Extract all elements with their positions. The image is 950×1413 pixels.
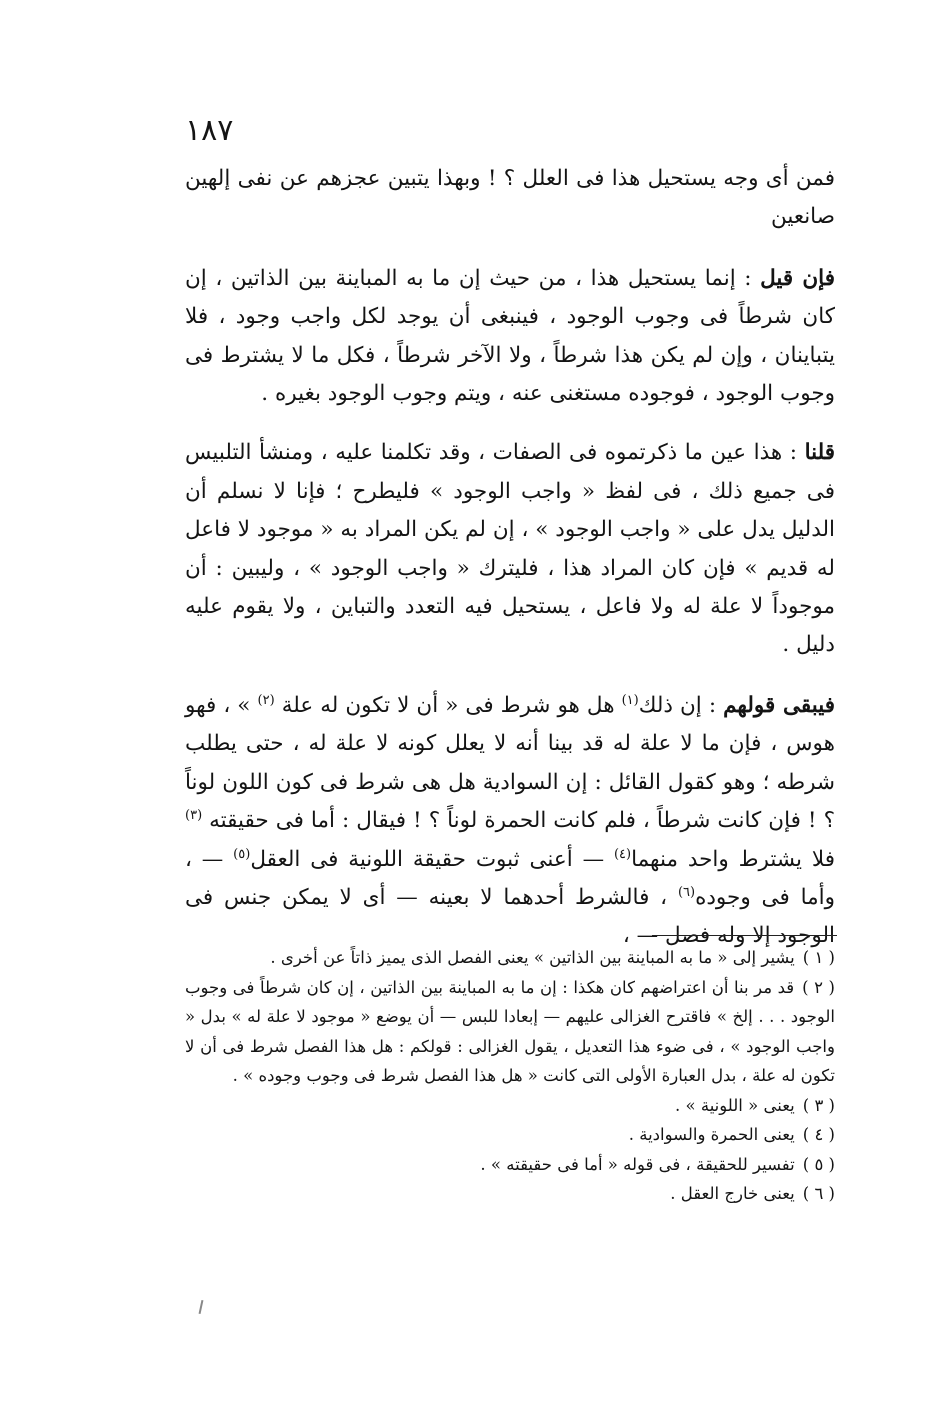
paragraph-text: — ، وأما فى وجوده	[185, 846, 835, 910]
footnote-ref: (٢)	[257, 692, 275, 708]
paragraph	[185, 260, 835, 414]
footnote	[185, 943, 835, 973]
footnotes	[185, 943, 835, 1209]
paragraph-text: هل هو شرط فى « أن لا تكون له علة	[274, 692, 622, 718]
footnote-ref: (٦)	[677, 884, 696, 900]
paragraph-text: فلا يشترط واحد منهما	[631, 846, 835, 872]
footnote-divider	[652, 935, 837, 936]
paragraph-text: : هذا عين ما ذكرتموه فى الصفات ، وقد تكلمنا عليه ، ومنشأ التلبيس فى جميع ذلك ، فى لفظ « واجب الوجود » فليطرح ؛ فإنا لا نسلم أن الدليل يدل على « واجب الوجود » ، إن لم يكن المراد به « موجود لا فاعل له قديم » فإن كان المراد هذا ، فليترك « واجب الوجود » ، وليبين : أن موجوداً لا علة له ولا فاعل ، يستحيل فيه التعدد والتباين ، ولا يقوم عليه دليل .	[185, 440, 835, 658]
footnote-ref: (٣)	[185, 807, 203, 823]
paragraph-text: ، فالشرط أحدهما لا بعينه — أى لا يمكن جنس فى الوجود إلا وله فصل — ،	[185, 884, 835, 949]
footnote-ref: (١)	[621, 692, 639, 708]
paragraph-lead: فإن قيل	[760, 265, 835, 291]
footnote-number: ( ٦ )	[802, 1184, 835, 1203]
paragraph	[185, 434, 835, 664]
footnote-number: ( ٤ )	[802, 1125, 835, 1144]
paragraph-lead: قلنا	[804, 440, 835, 466]
footnote-text: يعنى خارج العقل .	[670, 1184, 795, 1203]
footnote-ref: (٤)	[613, 846, 632, 862]
footnote-number: ( ١ )	[802, 948, 835, 967]
footnote-text: قد مر بنا أن اعتراضهم كان هكذا : إن ما به المباينة بين الذاتين ، إن كان شرطاً فى وجوب الوجود . . . إلخ » فاقترح الغزالى عليهم — إبعادا للبس — أن يوضع « موجود لا علة له » بدل « واجب الوجود » ، فى ضوء هذا التعديل ، يقول الغزالى : قولكم : هل هذا الفصل شرط فى أن لا تكون له علة ، بدل العبارة الأولى التى كانت « هل هذا الفصل شرط فى وجوب وجوده » .	[185, 977, 835, 1085]
footnote-ref: (٥)	[233, 846, 251, 862]
paragraph	[185, 160, 835, 237]
footnote	[185, 973, 835, 1091]
paragraph	[185, 687, 835, 956]
paragraph-text: : إن ذلك	[638, 692, 724, 718]
paragraph-text: » ، فهو هوس ، فإن ما لا علة له قد بينا أنه لا يعلل كونه لا علة له ، حتى يطلب شرطه ؛ وهو كقول القائل : إن السوادية هل هى شرط فى كون اللون لوناً ؟ ! فإن كانت شرطاً ، فلم كانت الحمرة لوناً ؟ ! فيقال : أما فى حقيقته	[185, 692, 835, 834]
footnote-number: ( ٥ )	[802, 1154, 835, 1174]
footnote	[185, 1091, 835, 1121]
footnote-text: يعنى « اللونية » .	[675, 1095, 795, 1115]
footnote-text: يعنى الحمرة والسوادية .	[628, 1125, 795, 1144]
footnote	[185, 1179, 835, 1209]
footnote-number: ( ٢ )	[802, 977, 835, 997]
paragraph-text: فمن أى وجه يستحيل هذا فى العلل ؟ ! وبهذا يتبين عجزهم عن نفى إلهين صانعين	[185, 166, 835, 230]
footnote	[185, 1120, 835, 1150]
footnote-text: يشير إلى « ما به المباينة بين الذاتين » يعنى الفصل الذى يميز ذاتاً عن أخرى .	[270, 948, 795, 967]
main-text	[185, 160, 835, 956]
page-number: ١٨٧	[185, 113, 234, 148]
paragraph-lead: فيبقى قولهم	[723, 692, 836, 718]
footnote	[185, 1150, 835, 1180]
footnote-number: ( ٣ )	[802, 1095, 835, 1115]
scan-mark	[199, 1300, 204, 1314]
footnote-text: تفسير للحقيقة ، فى قوله « أما فى حقيقته » .	[480, 1154, 795, 1174]
paragraph-text: : إنما يستحيل هذا ، من حيث إن ما به المباينة بين الذاتين ، إن كان شرطاً فى وجوب الوجود ، فينبغى أن يوجد لكل واجب وجود ، فلا يتباينان ، وإن لم يكن هذا شرطاً ، ولا الآخر شرطاً ، فكل ما لا يشترط فى وجوب الوجود ، فوجوده مستغنى عنه ، ويتم وجوب الوجود بغيره .	[185, 265, 835, 407]
paragraph-text: — أعنى ثبوت حقيقة اللونية فى العقل	[250, 846, 614, 872]
